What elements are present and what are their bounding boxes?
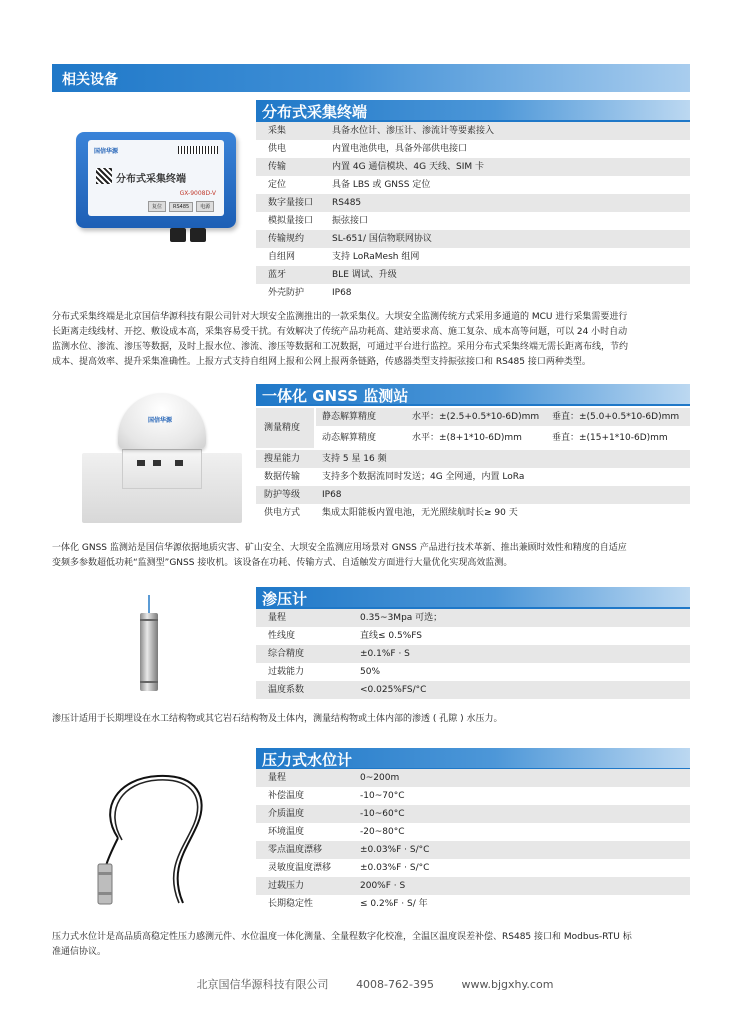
footer-company: 北京国信华源科技有限公司 <box>196 978 329 991</box>
spec-row <box>256 504 690 522</box>
spec-key: 补偿温度 <box>268 791 305 801</box>
page-footer <box>0 976 750 992</box>
spec-key: 过载能力 <box>268 667 305 677</box>
spec-row <box>256 769 690 787</box>
spec-key: 灵敏度温度漂移 <box>268 863 332 873</box>
spec-row <box>256 468 690 486</box>
qr-code-icon <box>96 168 112 184</box>
spec-key: 测量精度 <box>264 423 301 433</box>
spec-key: 防护等级 <box>264 490 301 500</box>
spec-value: RS485 <box>332 198 362 208</box>
pressure-level-gauge-photo <box>88 768 218 908</box>
spec-value: 垂直：±(15+1*10-6D)mm <box>552 433 668 443</box>
spec-value: <0.025%FS/°C <box>360 685 427 695</box>
spec-value: 具备 LBS 或 GNSS 定位 <box>332 180 431 190</box>
product-title: 分布式采集终端 <box>262 103 368 121</box>
model-label: GX-9008D-V <box>179 190 216 197</box>
footer-website: www.bjgxhy.com <box>461 978 554 991</box>
spec-row <box>256 140 690 158</box>
spec-key: 过载压力 <box>268 881 305 891</box>
section-title: 相关设备 <box>62 72 118 88</box>
spec-value: ≤ 0.2%F · S/ 年 <box>360 899 428 909</box>
section-header <box>52 64 690 92</box>
description-line: 一体化 GNSS 监测站是国信华源依据地质灾害、矿山安全、大坝安全监测应用场景对 GNSS 产品进行技术革新、推出兼顾时效性和精度的自适应 <box>52 543 627 553</box>
spec-row <box>256 895 690 913</box>
spec-row <box>256 266 690 284</box>
spec-row <box>256 627 690 645</box>
spec-value: 内置电池供电，具备外部供电接口 <box>332 144 468 154</box>
spec-key: 长期稳定性 <box>268 899 314 909</box>
spec-value: 0.35~3Mpa 可选； <box>360 613 443 623</box>
panel-button-label: RS485 <box>169 202 193 212</box>
description-line: 分布式采集终端是北京国信华源科技有限公司针对大坝安全监测推出的一款采集仪。大坝安全监测传统方式采用多通道的 MCU 进行采集需要进行 <box>52 312 628 322</box>
spec-row <box>256 284 690 302</box>
spec-row <box>256 486 690 504</box>
spec-key: 定位 <box>268 180 287 190</box>
spec-value: IP68 <box>322 490 342 500</box>
panel-button-label: 复位 <box>148 201 166 212</box>
spec-value: 内置 4G 通信模块、4G 天线、SIM 卡 <box>332 162 484 172</box>
panel-title: 分布式采集终端 <box>116 174 186 185</box>
spec-key: 量程 <box>268 613 287 623</box>
antenna-dome <box>118 393 206 449</box>
spec-value: 水平：±(2.5+0.5*10-6D)mm <box>412 412 540 422</box>
spec-key: 性线度 <box>268 631 296 641</box>
spec-row <box>256 787 690 805</box>
data-logger-photo <box>76 132 236 248</box>
spec-key: 采集 <box>268 126 287 136</box>
product-title-bar <box>256 100 690 122</box>
spec-value: 垂直：±(5.0+0.5*10-6D)mm <box>552 412 680 422</box>
spec-key: 温度系数 <box>268 685 305 695</box>
product-description <box>52 310 692 370</box>
spec-subrow <box>316 429 690 447</box>
spec-key: 零点温度漂移 <box>268 845 323 855</box>
spec-row <box>256 176 690 194</box>
cable-gland-icon <box>190 228 206 242</box>
spec-row <box>256 663 690 681</box>
spec-key: 外壳防护 <box>268 288 305 298</box>
spec-table <box>256 609 690 699</box>
product-title: 压力式水位计 <box>262 751 353 769</box>
product-description <box>52 541 692 571</box>
spec-row <box>256 158 690 176</box>
spec-row <box>256 823 690 841</box>
cable-icon <box>88 768 218 908</box>
spec-row <box>256 248 690 266</box>
spec-subrow <box>316 408 690 426</box>
spec-value: 支持多个数据流同时发送；4G 全网通，内置 LoRa <box>322 472 525 482</box>
spec-row <box>256 122 690 140</box>
product-title-bar <box>256 748 690 770</box>
spec-value: -20~80°C <box>360 827 405 837</box>
spec-value: ±0.1%F · S <box>360 649 410 659</box>
spec-key: 介质温度 <box>268 809 305 819</box>
spec-value: 水平：±(8+1*10-6D)mm <box>412 433 522 443</box>
barcode-icon <box>178 146 218 154</box>
spec-value: 集成太阳能板内置电池，无光照续航时长≥ 90 天 <box>322 508 518 518</box>
spec-row <box>256 645 690 663</box>
description-line: 渗压计适用于长期埋设在水工结构物或其它岩石结构物及土体内，测量结构物或土体内部的渗透 ( 孔隙 ) 水压力。 <box>52 714 503 724</box>
spec-key: 自组网 <box>268 252 296 262</box>
spec-key: 综合精度 <box>268 649 305 659</box>
description-line: 变频多参数超低功耗“监测型”GNSS 接收机。该设备在功耗、传输方式、自适触发方面进行大量优化实现高效监测。 <box>52 558 513 568</box>
spec-value: 50% <box>360 667 381 677</box>
spec-row <box>256 841 690 859</box>
spec-key: 蓝牙 <box>268 270 287 280</box>
spec-value: 具备水位计、渗压计、渗流计等要素接入 <box>332 126 495 136</box>
spec-value: 200%F · S <box>360 881 406 891</box>
description-line: 成本、提高效率、提升采集准确性。上报方式支持自组网上报和公网上报两条链路，传感器类型支持振弦接口和 RS485 接口两种类型。 <box>52 357 591 367</box>
spec-value: BLE 调试、升级 <box>332 270 397 280</box>
spec-key: 传输 <box>268 162 287 172</box>
spec-value: 直线≤ 0.5%FS <box>360 631 422 641</box>
spec-subkey: 静态解算精度 <box>322 412 377 422</box>
spec-row <box>256 230 690 248</box>
product-description <box>52 712 692 727</box>
spec-key: 量程 <box>268 773 287 783</box>
spec-key: 数字量接口 <box>268 198 314 208</box>
spec-row <box>256 194 690 212</box>
spec-row <box>256 805 690 823</box>
product-title-bar <box>256 384 690 406</box>
spec-subkey: 动态解算精度 <box>322 433 377 443</box>
product-title: 渗压计 <box>262 590 308 608</box>
spec-value: 振弦接口 <box>332 216 369 226</box>
spec-value: ±0.03%F · S/°C <box>360 863 430 873</box>
spec-key: 环境温度 <box>268 827 305 837</box>
spec-value: -10~70°C <box>360 791 405 801</box>
description-line: 准通信协议。 <box>52 947 107 957</box>
spec-table <box>256 408 690 522</box>
spec-key: 数据传输 <box>264 472 301 482</box>
spec-row <box>256 408 690 448</box>
spec-row <box>256 877 690 895</box>
product-title: 一体化 GNSS 监测站 <box>262 387 409 405</box>
spec-key: 传输规约 <box>268 234 305 244</box>
spec-key: 搜星能力 <box>264 454 301 464</box>
spec-row <box>256 859 690 877</box>
cable-gland-icon <box>170 228 186 242</box>
spec-value: IP68 <box>332 288 352 298</box>
product-title-bar <box>256 587 690 609</box>
brand-logo: 国信华源 <box>148 417 173 424</box>
spec-value: 支持 LoRaMesh 组网 <box>332 252 420 262</box>
description-line: 监测水位、渗流、渗压等数据，及时上报水位、渗流、渗压等数据和工况数据，可通过平台进行监控。采用分布式采集终端无需长距离布线，节约 <box>52 342 629 352</box>
description-line: 长距离走线线材、开挖、敷设成本高，采集容易受干扰。有效解决了传统产品功耗高、建站要求高、施工复杂、成本高等问题，可以 24 小时自动 <box>52 327 628 337</box>
panel-button-label: 电源 <box>196 201 214 212</box>
spec-key: 供电 <box>268 144 287 154</box>
spec-key: 模拟量接口 <box>268 216 314 226</box>
spec-table <box>256 122 690 302</box>
spec-row <box>256 681 690 699</box>
description-line: 压力式水位计是高品质高稳定性压力感测元件、水位温度一体化测量、全量程数字化校准，全温区温度误差补偿、RS485 接口和 Modbus-RTU 标 <box>52 932 632 942</box>
piezometer-photo <box>120 595 180 695</box>
spec-row <box>256 212 690 230</box>
gnss-station-photo <box>82 393 242 523</box>
spec-key: 供电方式 <box>264 508 301 518</box>
spec-row <box>256 609 690 627</box>
spec-value: -10~60°C <box>360 809 405 819</box>
footer-phone: 4008-762-395 <box>356 978 434 991</box>
spec-value: 支持 5 星 16 频 <box>322 454 387 464</box>
spec-row <box>256 450 690 468</box>
brand-logo: 国信华源 <box>94 148 119 155</box>
spec-value: SL-651/ 国信物联网协议 <box>332 234 432 244</box>
product-description <box>52 930 692 960</box>
spec-table <box>256 769 690 913</box>
spec-value: 0~200m <box>360 773 400 783</box>
spec-value: ±0.03%F · S/°C <box>360 845 430 855</box>
